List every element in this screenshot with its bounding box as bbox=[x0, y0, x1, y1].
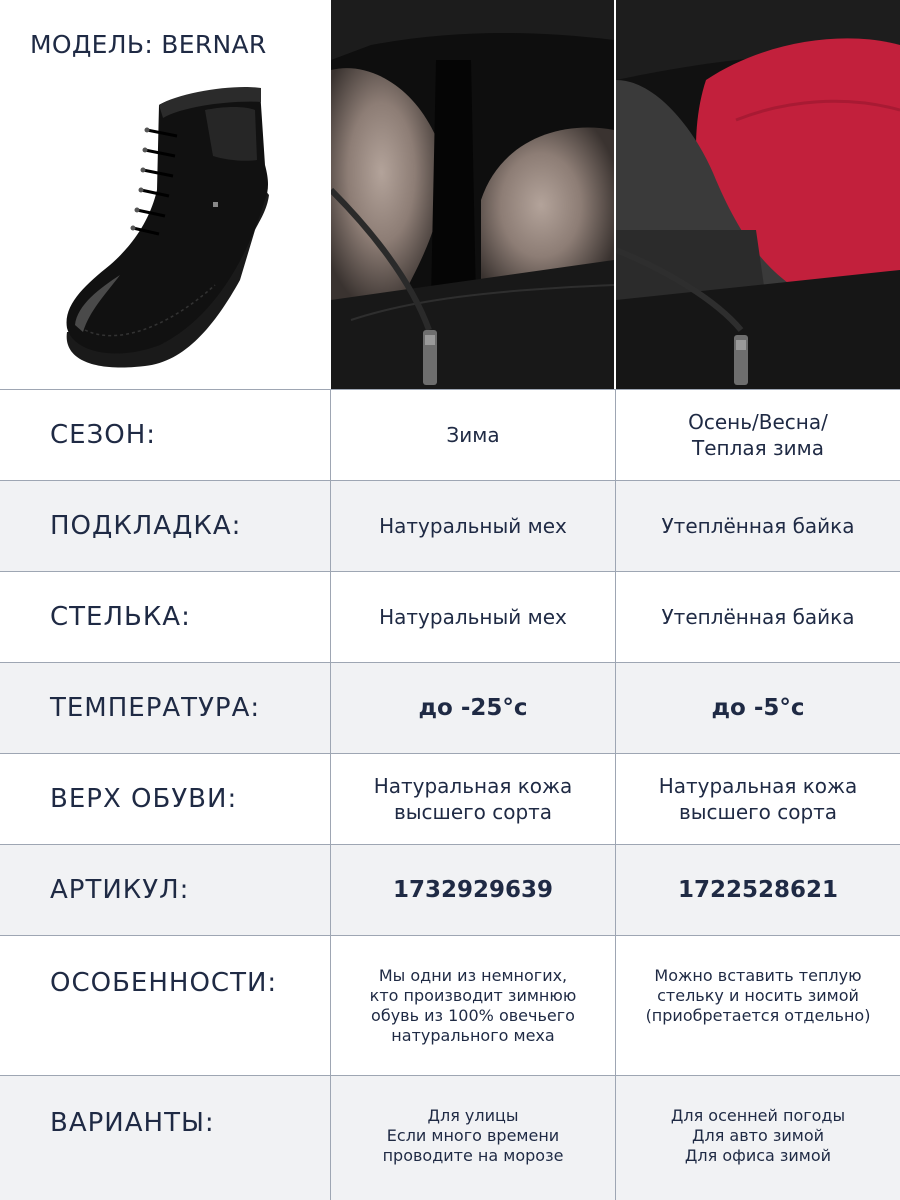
header-divider bbox=[329, 0, 331, 389]
model-title: МОДЕЛЬ: BERNAR bbox=[30, 30, 267, 59]
winter-cell bbox=[330, 1076, 615, 1200]
winter-value: 1732929639 bbox=[392, 877, 554, 903]
autumn-cell bbox=[615, 754, 900, 844]
winter-value: до -25°c bbox=[418, 695, 528, 721]
row-label-cell bbox=[0, 481, 330, 571]
autumn-value: 1722528621 bbox=[677, 877, 839, 903]
autumn-cell bbox=[615, 663, 900, 753]
autumn-cell bbox=[615, 390, 900, 480]
table-row bbox=[0, 571, 900, 662]
winter-cell bbox=[330, 754, 615, 844]
row-label-cell bbox=[0, 754, 330, 844]
winter-value: Натуральный мех bbox=[379, 514, 567, 538]
winter-value: Натуральная кожа высшего сорта bbox=[373, 774, 573, 824]
winter-cell bbox=[330, 845, 615, 935]
row-label: СЕЗОН: bbox=[50, 420, 157, 450]
table-row bbox=[0, 753, 900, 844]
autumn-value: Утеплённая байка bbox=[661, 605, 855, 629]
table-row bbox=[0, 935, 900, 1075]
autumn-value: до -5°c bbox=[711, 695, 805, 721]
fur-lining-photo bbox=[331, 0, 614, 389]
autumn-value: Осень/Весна/ Теплая зима bbox=[688, 410, 828, 460]
row-label: ОСОБЕННОСТИ: bbox=[50, 968, 278, 998]
row-label: СТЕЛЬКА: bbox=[50, 602, 191, 632]
header-row bbox=[0, 0, 900, 389]
autumn-value: Утеплённая байка bbox=[661, 514, 855, 538]
autumn-cell bbox=[615, 481, 900, 571]
table-row bbox=[0, 1075, 900, 1200]
autumn-cell bbox=[615, 572, 900, 662]
table-row bbox=[0, 662, 900, 753]
winter-value: Мы одни из немногих, кто производит зимнюю обувь из 100% овечьего натурального меха bbox=[369, 966, 577, 1045]
winter-value: Зима bbox=[446, 423, 500, 447]
winter-cell bbox=[330, 663, 615, 753]
autumn-value: Натуральная кожа высшего сорта bbox=[658, 774, 858, 824]
autumn-value: Можно вставить теплую стельку и носить зимой (приобретается отдельно) bbox=[645, 966, 871, 1025]
row-label: ВАРИАНТЫ: bbox=[50, 1108, 215, 1138]
table-row bbox=[0, 389, 900, 480]
row-label: ПОДКЛАДКА: bbox=[50, 511, 242, 541]
winter-value: Натуральный мех bbox=[379, 605, 567, 629]
row-label-cell bbox=[0, 845, 330, 935]
row-label: ВЕРХ ОБУВИ: bbox=[50, 784, 238, 814]
autumn-cell bbox=[615, 845, 900, 935]
row-label: ТЕМПЕРАТУРА: bbox=[50, 693, 261, 723]
row-label-cell bbox=[0, 936, 330, 1075]
row-label-cell bbox=[0, 572, 330, 662]
row-label: АРТИКУЛ: bbox=[50, 875, 190, 905]
row-label-cell bbox=[0, 663, 330, 753]
table-row bbox=[0, 480, 900, 571]
winter-cell bbox=[330, 936, 615, 1075]
boot-icon bbox=[55, 70, 280, 380]
winter-cell bbox=[330, 481, 615, 571]
flannel-lining-photo bbox=[616, 0, 900, 389]
autumn-cell bbox=[615, 1076, 900, 1200]
row-label-cell bbox=[0, 1076, 330, 1200]
row-label-cell bbox=[0, 390, 330, 480]
winter-cell bbox=[330, 390, 615, 480]
autumn-value: Для осенней погоды Для авто зимой Для офиса зимой bbox=[670, 1106, 846, 1165]
winter-value: Для улицы Если много времени проводите на морозе bbox=[382, 1106, 564, 1165]
winter-cell bbox=[330, 572, 615, 662]
model-cell bbox=[0, 0, 330, 389]
header-divider bbox=[614, 0, 616, 389]
autumn-cell bbox=[615, 936, 900, 1075]
table-row bbox=[0, 844, 900, 935]
